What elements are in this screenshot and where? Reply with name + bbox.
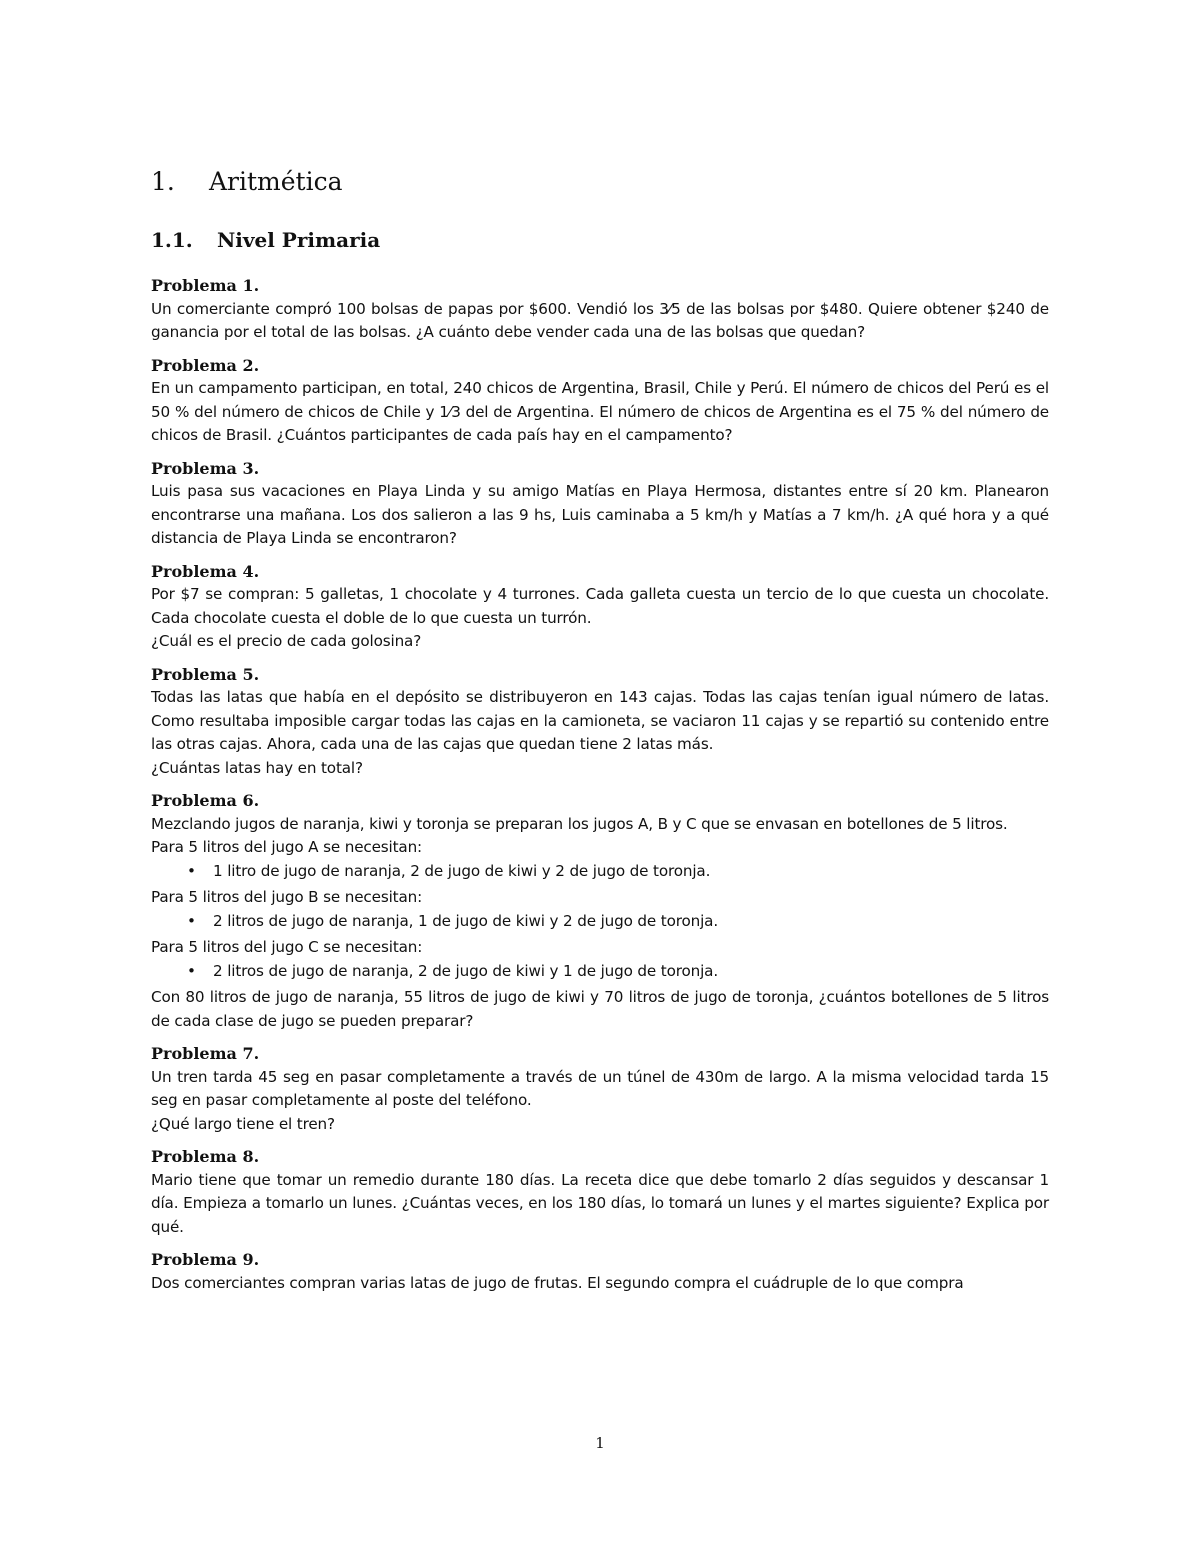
problem-text: Por $7 se compran: 5 galletas, 1 chocolate y 4 turrones. Cada galleta cuesta un tercio de lo que cuesta un chocolate. Cada chocolate cuesta el doble de lo que cuesta un turrón. — [151, 585, 1049, 627]
problem-heading: Problema 6. — [151, 791, 260, 810]
list-item: • 2 litros de jugo de naranja, 1 de jugo de kiwi y 2 de jugo de toronja. — [151, 910, 1049, 934]
problem-text: Todas las latas que había en el depósito se distribuyeron en 143 cajas. Todas las cajas tenían igual número de latas. Como resultaba imposible cargar todas las cajas en la camioneta, se vaciaron 11 cajas y se repartió su contenido entre las otras cajas. Ahora, cada una de las cajas que quedan tiene 2 latas más. — [151, 688, 1049, 753]
problem-text: Luis pasa sus vacaciones en Playa Linda y su amigo Matías en Playa Hermosa, distantes entre sí 20 km. Planearon encontrarse una mañana. Los dos salieron a las 9 hs, Luis caminaba a 5 km/h y Matías a 7 km/h. ¿A qué hora y a qué distancia de Playa Linda se encontraron? — [151, 482, 1049, 547]
list-item: • 1 litro de jugo de naranja, 2 de jugo de kiwi y 2 de jugo de toronja. — [151, 860, 1049, 884]
problem-heading: Problema 3. — [151, 458, 260, 478]
problem-heading: Problema 2. — [151, 355, 260, 375]
juice-c-label: Para 5 litros del jugo C se necesitan: — [151, 938, 423, 956]
problem-question: ¿Cuántas latas hay en total? — [151, 758, 363, 777]
problem-text: Dos comerciantes compran varias latas de jugo de frutas. El segundo compra el cuádruple de lo que compra — [151, 1273, 964, 1292]
problem-1 — [151, 274, 1049, 345]
juice-b-list — [151, 910, 1049, 934]
section-title — [151, 166, 343, 198]
problem-8 — [151, 1145, 1049, 1239]
problem-text: En un campamento participan, en total, 240 chicos de Argentina, Brasil, Chile y Perú. El número de chicos del Perú es el 50 % del número de chicos de Chile y 1⁄3 del de Argentina. El número de chicos de Argentina es el 75 % del número de chicos de Brasil. ¿Cuántos participantes de cada país hay en el campamento? — [151, 379, 1049, 444]
problem-text: Un tren tarda 45 seg en pasar completamente a través de un túnel de 430m de largo. A la misma velocidad tarda 15 seg en pasar completamente al poste del teléfono. — [151, 1067, 1049, 1109]
problem-heading: Problema 7. — [151, 1044, 260, 1063]
list-item: • 2 litros de jugo de naranja, 2 de jugo de kiwi y 1 de jugo de toronja. — [151, 960, 1049, 984]
section-title-text: Aritmética — [209, 167, 343, 196]
problem-7 — [151, 1042, 1049, 1136]
juice-a-list — [151, 860, 1049, 884]
problem-intro: Mezclando jugos de naranja, kiwi y toronja se preparan los jugos A, B y C que se envasan en botellones de 5 litros. — [151, 814, 1008, 833]
juice-a-label: Para 5 litros del jugo A se necesitan: — [151, 838, 423, 856]
subsection-number: 1.1. — [151, 228, 193, 252]
problem-heading: Problema 4. — [151, 561, 260, 581]
problem-heading: Problema 8. — [151, 1147, 260, 1166]
problem-9 — [151, 1248, 1049, 1295]
page-number: 1 — [595, 1434, 605, 1452]
subsection-title — [151, 226, 380, 254]
problem-heading: Problema 5. — [151, 664, 260, 684]
problem-text: Un comerciante compró 100 bolsas de papas por $600. Vendió los 3⁄5 de las bolsas por $480. Quiere obtener $240 de ganancia por el total de las bolsas. ¿A cuánto debe vender cada una de las bolsas que quedan? — [151, 299, 1049, 341]
problem-question: Con 80 litros de jugo de naranja, 55 litros de jugo de kiwi y 70 litros de jugo de toronja, ¿cuántos botellones de 5 litros de cada clase de jugo se pueden preparar? — [151, 988, 1049, 1030]
section-number: 1. — [151, 167, 175, 196]
problem-2 — [151, 354, 1049, 448]
problem-heading: Problema 1. — [151, 276, 260, 295]
problem-question: ¿Cuál es el precio de cada golosina? — [151, 632, 422, 650]
problem-3 — [151, 457, 1049, 551]
problem-list — [151, 274, 1049, 1304]
problem-heading: Problema 9. — [151, 1250, 260, 1269]
juice-b-label: Para 5 litros del jugo B se necesitan: — [151, 888, 423, 906]
problem-6 — [151, 789, 1049, 1033]
problem-text: Mario tiene que tomar un remedio durante 180 días. La receta dice que debe tomarlo 2 días seguidos y descansar 1 día. Empieza a tomarlo un lunes. ¿Cuántas veces, en los 180 días, lo tomará un lunes y el martes siguiente? Explica por qué. — [151, 1170, 1049, 1236]
problem-5 — [151, 663, 1049, 781]
problem-4 — [151, 560, 1049, 654]
problem-question: ¿Qué largo tiene el tren? — [151, 1114, 335, 1133]
juice-c-list — [151, 960, 1049, 984]
subsection-title-text: Nivel Primaria — [217, 228, 381, 252]
